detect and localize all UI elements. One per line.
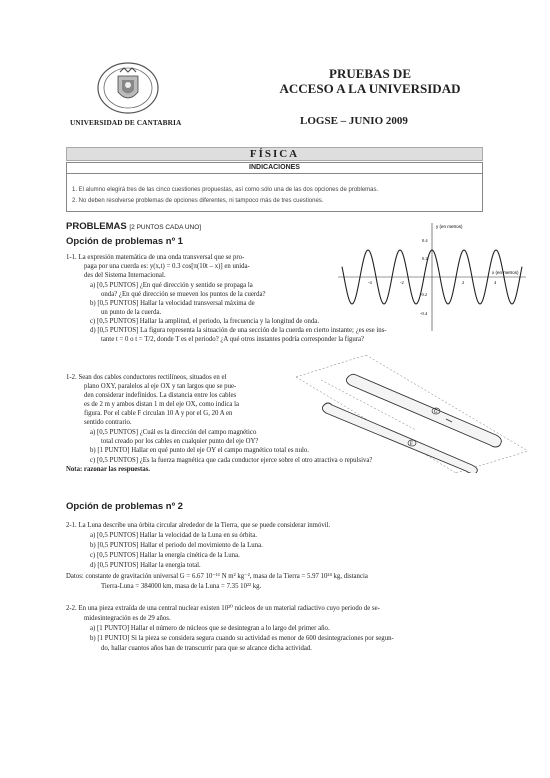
wave-ylabel: y (en metros) <box>436 224 463 229</box>
wave-xtick: 4 <box>494 280 497 285</box>
p11-line: d) [0,5 PUNTOS] La figura representa la situación de una sección de la cuerda en cierto instante; ¿es ese ins- <box>90 327 387 334</box>
p11-line: b) [0,5 PUNTOS] Hallar la velocidad transversal máxima de <box>90 300 255 307</box>
wave-xtick: -2 <box>400 280 404 285</box>
p21-line: c) [0,5 PUNTOS] Hallar la energía cinética de la Luna. <box>90 552 240 559</box>
p11-line: des del Sistema Internacional. <box>84 272 166 279</box>
p21-line: d) [0,5 PUNTOS] Hallar la energía total. <box>90 562 201 569</box>
wave-ytick: 0.4 <box>422 238 428 243</box>
p21-line: 2-1. La Luna describe una órbita circular alrededor de la Tierra, que se puede considerar inmóvil. <box>66 522 331 529</box>
problems-heading <box>66 221 201 232</box>
p22-line: do, hallar cuantos años han de transcurrir para que se alcance dicha actividad. <box>101 645 312 652</box>
wave-figure <box>328 219 528 354</box>
p22-line: midesintegración es de 29 años. <box>84 615 171 622</box>
p12-line: den considerar indefinidos. La distancia entre los cables <box>84 392 237 399</box>
p11-line: a) [0,5 PUNTOS] ¿En qué dirección y sentido se propaga la <box>90 282 253 289</box>
wave-ytick: -0.4 <box>420 311 428 316</box>
option-1-heading: Opción de problemas nº 1 <box>66 236 183 247</box>
wave-ytick: -0.2 <box>420 292 428 297</box>
exam-title-line2: ACCESO A LA UNIVERSIDAD <box>279 81 461 96</box>
instructions-title: INDICACIONES <box>249 164 300 171</box>
p11-line: paga por una cuerda es: y(x,t) = 0.3 cos[π(10t – x)] en unida- <box>84 263 250 270</box>
wire-label-g: G <box>434 410 438 415</box>
p21-data: Datos: constante de gravitación universal G = 6.67 10⁻¹¹ N m² kg⁻², masa de la Tierra = 5.97 10²⁴ kg, distancia <box>66 573 368 580</box>
exam-session: LOGSE – JUNIO 2009 <box>300 115 408 127</box>
problems-heading-text: PROBLEMAS <box>66 221 127 232</box>
p12-line: es de 2 m y ambos distan 1 m del eje OX, como indica la <box>84 401 239 408</box>
option-2-heading: Opción de problemas nº 2 <box>66 501 183 512</box>
p12-line: c) [0,5 PUNTOS] ¿Es la fuerza magnética que cada conductor ejerce sobre el otro atractiva o repulsiva? <box>90 457 373 464</box>
p12-line: b) [1 PUNTO] Hallar en qué punto del eje OY el campo magnético total es nulo. <box>90 447 309 454</box>
exam-title-line1: PRUEBAS DE <box>329 66 411 81</box>
university-name: UNIVERSIDAD DE CANTABRIA <box>70 118 182 127</box>
instructions-divider <box>67 173 482 174</box>
p21-line: b) [0,5 PUNTOS] Hallar el periodo del movimiento de la Luna. <box>90 542 263 549</box>
wave-ytick: 0.2 <box>422 256 428 261</box>
wires-figure <box>296 355 531 473</box>
wire-label-f: F <box>410 442 413 447</box>
subject-banner: FÍSICA <box>66 147 483 161</box>
instructions-box <box>66 162 483 212</box>
p11-line: onda? ¿En qué dirección se mueven los puntos de la cuerda? <box>101 291 266 298</box>
p11-line: c) [0,5 PUNTOS] Hallar la amplitud, el periodo, la frecuencia y la longitud de onda. <box>90 318 320 325</box>
p22-line: a) [1 PUNTO] Hallar el número de núcleos que se desintegran a lo largo del primer año. <box>90 625 330 632</box>
instruction-1: 1. El alumno elegirá tres de las cinco cuestiones propuestas, así como sólo una de las dos opciones de problemas. <box>72 187 379 193</box>
p12-note: Nota: razonar las respuestas. <box>66 466 150 473</box>
p12-line: total creado por los cables en cualquier punto del eje OY? <box>101 438 259 445</box>
p12-line: 1-2. Sean dos cables conductores rectilíneos, situados en el <box>66 374 227 381</box>
p22-line: b) [1 PUNTO] Si la pieza se considera segura cuando su actividad es menor de 600 desintegraciones por segun- <box>90 635 394 642</box>
p11-line: 1-1. La expresión matemática de una onda transversal que se pro- <box>66 254 245 261</box>
p11-line: un punto de la cuerda. <box>101 309 162 316</box>
p12-line: figura. Por el cable F circulan 10 A y por el G, 20 A en <box>84 410 233 417</box>
p21-line: a) [0,5 PUNTOS] Hallar la velocidad de la Luna en su órbita. <box>90 532 257 539</box>
problems-points: [2 PUNTOS CADA UNO] <box>129 224 202 231</box>
wave-xtick: -4 <box>368 280 372 285</box>
p22-line: 2-2. En una pieza extraída de una central nuclear existen 10²⁰ núcleos de un material radiactivo cuyo periodo de se- <box>66 605 380 612</box>
p21-data: Tierra-Luna = 384000 km, masa de la Luna = 7.35 10²² kg. <box>101 583 262 590</box>
p12-line: plano OXY, paralelos al eje OX y tan largos que se pue- <box>84 383 237 390</box>
exam-title <box>270 66 470 96</box>
instruction-2: 2. No deben resolverse problemas de opciones diferentes, ni tampoco más de tres cuestiones. <box>72 198 324 204</box>
wave-xlabel: x (en metros) <box>492 270 519 275</box>
p12-line: sentido contrario. <box>84 419 132 426</box>
university-seal-icon <box>96 62 160 114</box>
p11-line: tante t = 0 o t = T/2, donde T es el periodo? ¿A qué otros instantes podría corresponder la figura? <box>101 336 365 343</box>
wave-xtick: 2 <box>462 280 465 285</box>
p12-line: a) [0,5 PUNTOS] ¿Cuál es la dirección del campo magnético <box>90 429 257 436</box>
